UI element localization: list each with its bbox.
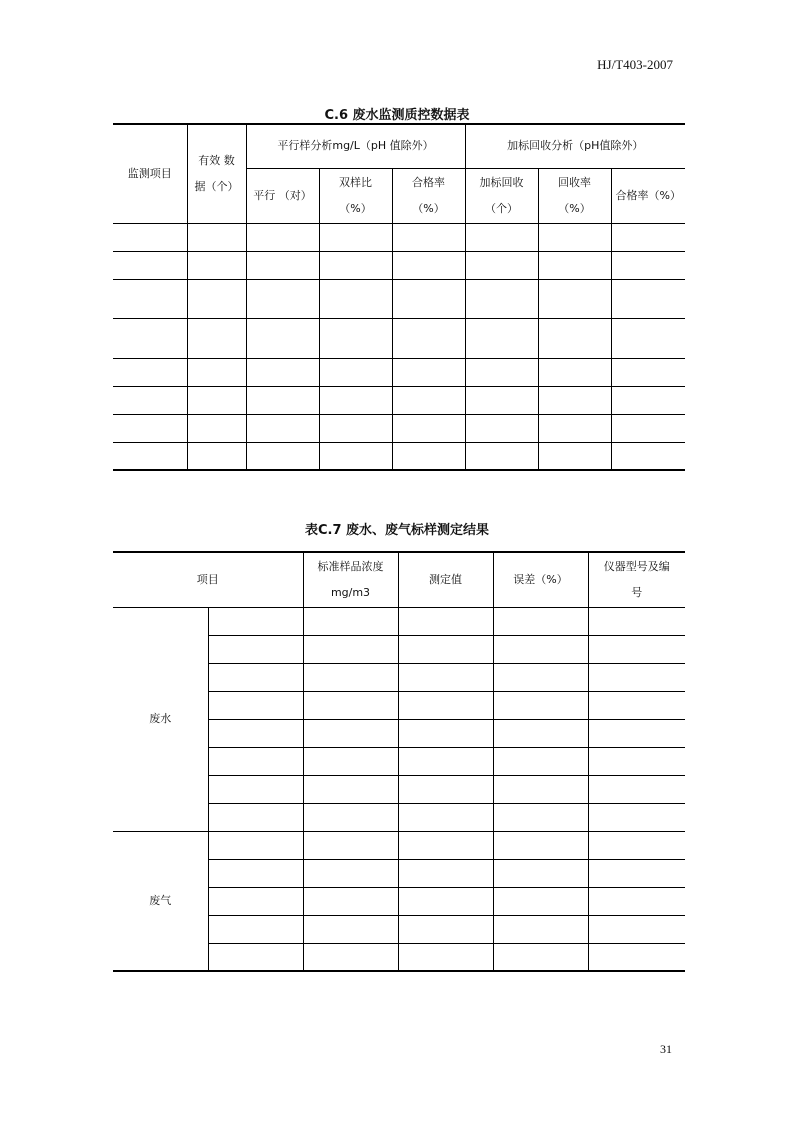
document-code: HJ/T403-2007 [597, 57, 673, 72]
header-standard-concentration-line2: mg/m3 [330, 585, 371, 599]
header-monitoring-item: 监测项目 [113, 124, 187, 223]
header-valid-data-line2: 据（个） [194, 179, 239, 193]
table-row [113, 318, 685, 358]
table-c6 [113, 123, 685, 471]
table-row [113, 251, 685, 279]
header-standard-concentration [303, 552, 398, 607]
page-number: 31 [660, 1042, 672, 1056]
header-instrument [588, 552, 685, 607]
header-double-ratio-line1: 双样比 [339, 175, 372, 189]
header-recovery-rate-line2: （%） [558, 201, 591, 215]
header-valid-data-line1: 有效 数 [198, 153, 235, 167]
header-item: 项目 [113, 552, 303, 607]
header-recovery-rate [538, 168, 611, 223]
header-recovery-rate-line1: 回收率 [558, 175, 592, 189]
table-row [113, 442, 685, 470]
table-c7 [113, 551, 685, 972]
header-parallel-group: 平行样分析mg/L（pH 值除外） [246, 124, 465, 168]
header-instrument-line2: 号 [631, 585, 643, 599]
header-parallel-pairs: 平行 （对） [246, 168, 319, 223]
table-c7-title: 表C.7 废水、废气标样测定结果 [304, 523, 490, 538]
table-row [113, 414, 685, 442]
header-pass-rate [392, 168, 465, 223]
table-row [113, 223, 685, 251]
table-row [113, 831, 685, 859]
header-error: 误差（%） [493, 552, 588, 607]
group-waste-gas: 废气 [113, 831, 208, 971]
header-double-ratio-line2: （%） [339, 201, 372, 215]
header-instrument-line1: 仪器型号及编 [603, 559, 670, 573]
header-recovery-pass-rate: 合格率（%） [611, 168, 685, 223]
header-spike-count-line1: 加标回收 [479, 175, 524, 189]
table-row [113, 358, 685, 386]
header-spike-count [465, 168, 538, 223]
table-row [113, 607, 685, 635]
header-pass-rate-line1: 合格率 [412, 175, 446, 189]
group-wastewater: 废水 [113, 607, 208, 831]
table-row [113, 386, 685, 414]
header-measured-value: 测定值 [398, 552, 493, 607]
header-double-ratio [319, 168, 392, 223]
table-c6-title: C.6 废水监测质控数据表 [324, 108, 470, 123]
header-standard-concentration-line1: 标准样品浓度 [317, 559, 384, 573]
header-pass-rate-line2: （%） [412, 201, 445, 215]
table-row [113, 279, 685, 318]
header-spike-count-line2: （个） [485, 201, 519, 215]
header-valid-data [187, 124, 246, 223]
header-recovery-group: 加标回收分析（pH值除外） [465, 124, 685, 168]
